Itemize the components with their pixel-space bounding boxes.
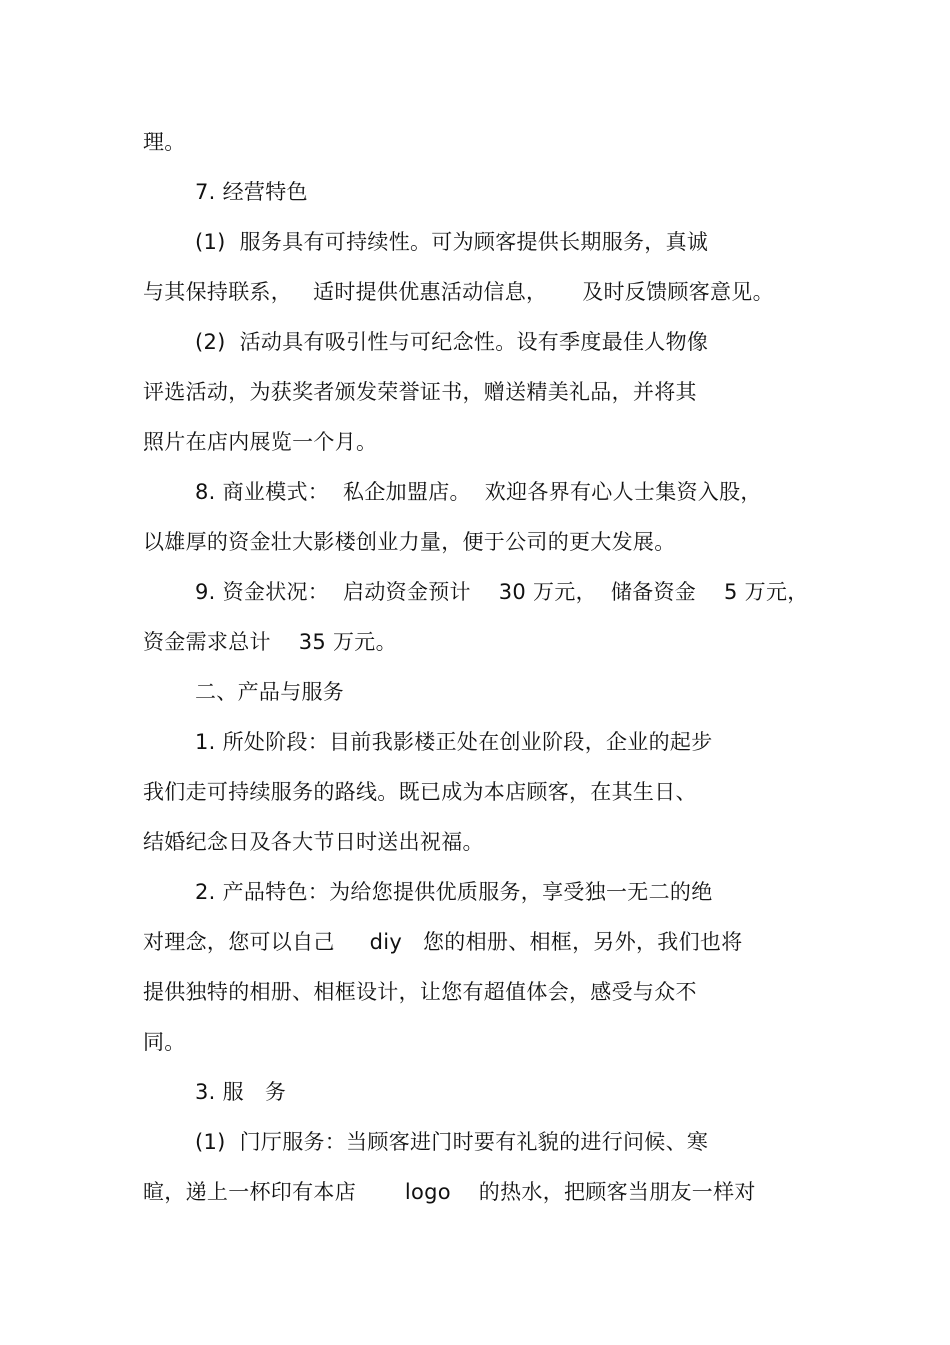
text-line: 与其保持联系， 适时提供优惠活动信息， 及时反馈顾客意见。 xyxy=(143,280,774,304)
text-line: (1) 门厅服务：当顾客进门时要有礼貌的进行问候、寒 xyxy=(195,1130,709,1154)
text-line: 对理念，您可以自己 diy 您的相册、相框，另外，我们也将 xyxy=(143,930,743,954)
text-line: 2. 产品特色：为给您提供优质服务，享受独一无二的绝 xyxy=(195,880,713,904)
text-line: (2) 活动具有吸引性与可纪念性。设有季度最佳人物像 xyxy=(195,330,709,354)
text-line: 资金需求总计 35 万元。 xyxy=(143,630,397,654)
text-line: 同。 xyxy=(143,1030,186,1054)
text-line: 理。 xyxy=(143,130,186,154)
text-line: 1. 所处阶段：目前我影楼正处在创业阶段，企业的起步 xyxy=(195,730,713,754)
text-line: (1) 服务具有可持续性。可为顾客提供长期服务，真诚 xyxy=(195,230,709,254)
text-line: 9. 资金状况： 启动资金预计 30 万元， 储备资金 5 万元， xyxy=(195,580,809,604)
section-heading: 3. 服 务 xyxy=(195,1080,287,1104)
text-line: 结婚纪念日及各大节日时送出祝福。 xyxy=(143,830,484,854)
text-line: 8. 商业模式： 私企加盟店。 欢迎各界有心人士集资入股， xyxy=(195,480,762,504)
section-heading: 二、产品与服务 xyxy=(195,680,345,704)
text-line: 评选活动，为获奖者颁发荣誉证书，赠送精美礼品，并将其 xyxy=(143,380,697,404)
text-line: 提供独特的相册、相框设计，让您有超值体会，感受与众不 xyxy=(143,980,697,1004)
text-line: 我们走可持续服务的路线。既已成为本店顾客，在其生日、 xyxy=(143,780,697,804)
section-heading: 7. 经营特色 xyxy=(195,180,308,204)
text-line: 以雄厚的资金壮大影楼创业力量，便于公司的更大发展。 xyxy=(143,530,676,554)
text-line: 照片在店内展览一个月。 xyxy=(143,430,378,454)
text-line: 暄，递上一杯印有本店 logo 的热水，把顾客当朋友一样对 xyxy=(143,1180,756,1204)
